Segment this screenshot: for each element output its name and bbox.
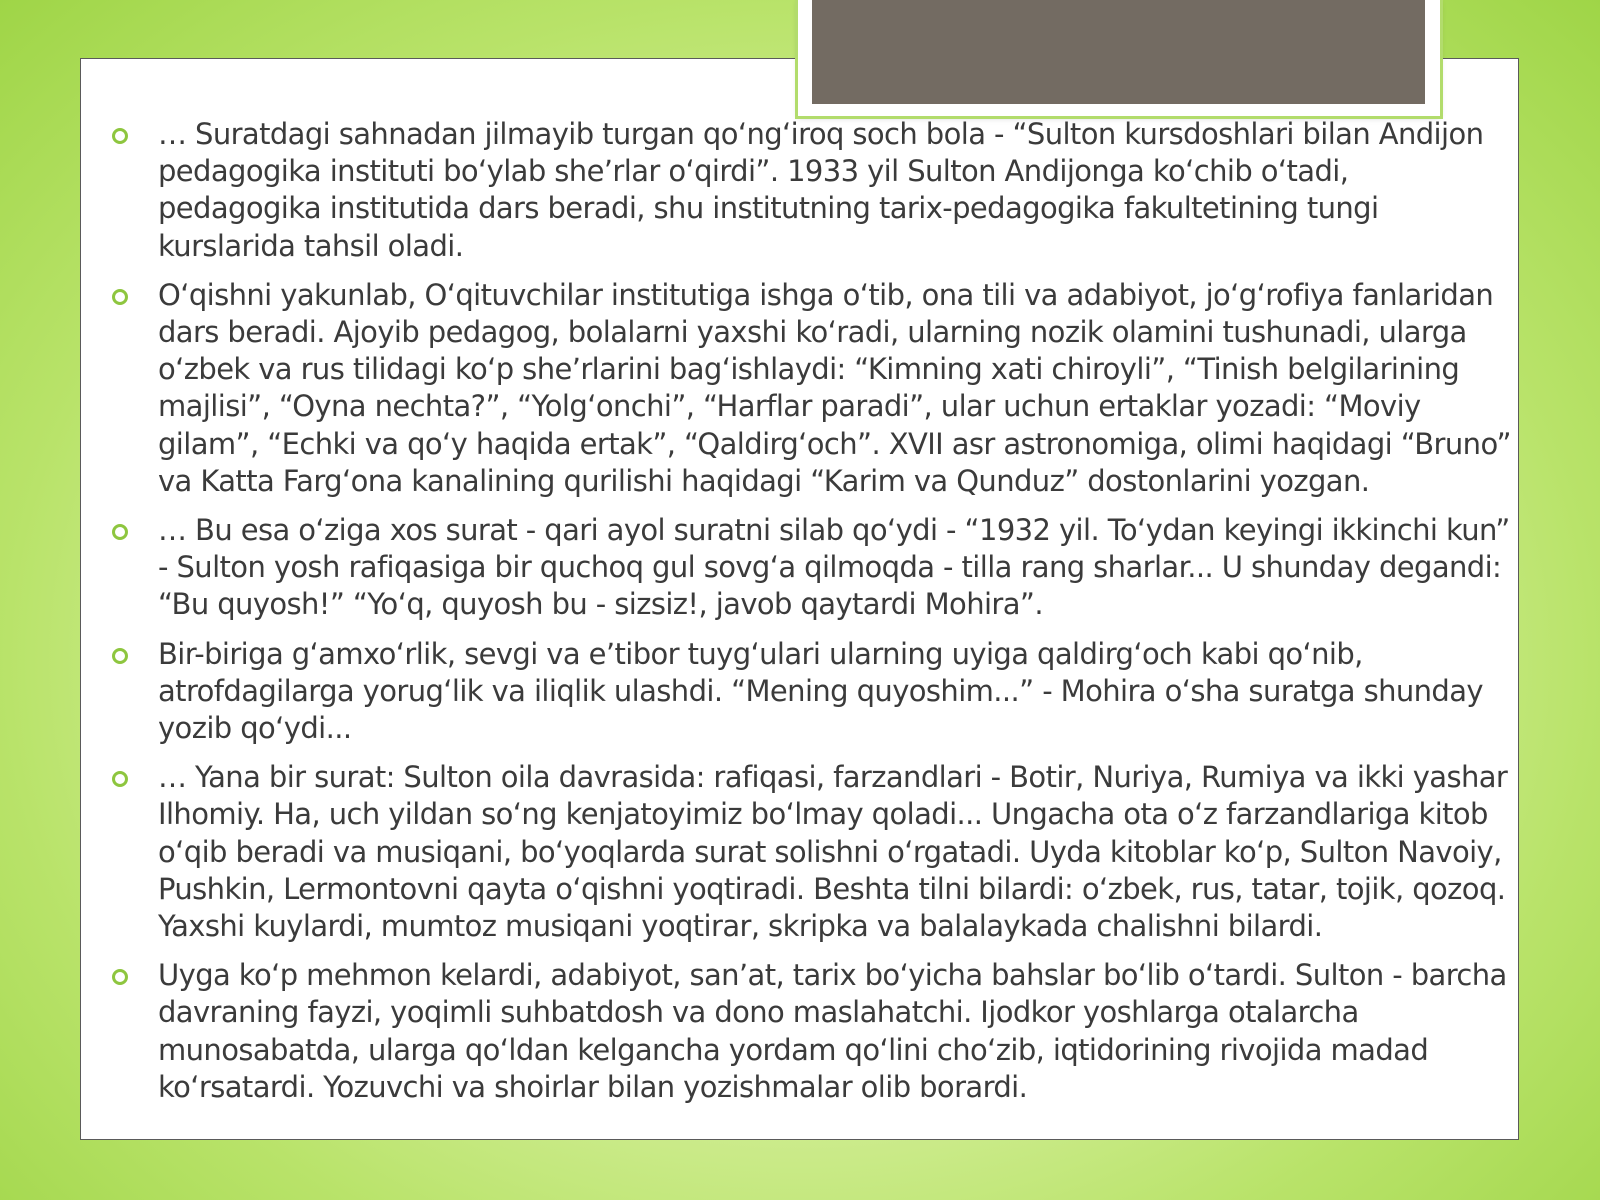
bullet-circle-icon (112, 648, 128, 664)
bullet-text: … Suratdagi sahnadan jilmayib turgan qoʻngʻiroq soch bola - “Sulton kursdoshlari bilan Andijon pedagogika instituti boʻylab sheʼrlar oʻqirdi”. 1933 yil Sulton Andijonga koʻchib oʻtadi, pedagogika institutida dars beradi, shu institutning tarix-pedagogika fakultetining tungi kurslarida tahsil oladi. (158, 117, 1484, 263)
bullet-circle-icon (112, 524, 128, 540)
bullet-item (112, 116, 1512, 265)
bullet-item (112, 512, 1512, 624)
bullet-circle-icon (112, 969, 128, 985)
bullet-circle-icon (112, 289, 128, 305)
bullet-text: … Yana bir surat: Sulton oila davrasida: rafiqasi, farzandlari - Botir, Nuriya, Rumiya va ikki yashar Ilhomiy. Ha, uch yildan soʻng kenjatoyimiz boʻlmay qoladi... Ungacha ota oʻz farzandlariga kitob oʻqib beradi va musiqani, boʻyoqlarda surat solishni oʻrgatadi. Uyda kitoblar koʻp, Sulton Navoiy, Pushkin, Lermontovni qayta oʻqishni yoqtiradi. Beshta tilni bilardi: oʻzbek, rus, tatar, tojik, qozoq. Yaxshi kuylardi, mumtoz musiqani yoqtirar, skripka va balalaykada chalishni bilardi. (158, 760, 1508, 944)
bullet-text: … Bu esa oʻziga xos surat - qari ayol suratni silab qoʻydi - “1932 yil. Toʻydan keyingi ikkinchi kun” - Sulton yosh rafiqasiga bir quchoq gul sovgʻa qilmoqda - tilla rang sharlar... U shunday degandi: “Bu quyosh!” “Yoʻq, quyosh bu - sizsiz!, javob qaytardi Mohira”. (158, 513, 1510, 622)
bullet-circle-icon (112, 771, 128, 787)
photo-frame (798, 0, 1440, 116)
bullet-item (112, 957, 1512, 1106)
bullet-circle-icon (112, 128, 128, 144)
bullet-text: Bir-biriga gʻamxoʻrlik, sevgi va eʼtibor tuygʻulari ularning uyiga qaldirgʻoch kabi qoʻnib, atrofdagilarga yorugʻlik va iliqlik ulashdi. “Mening quyoshim...” - Mohira oʻsha suratga shunday yozib qoʻydi... (158, 636, 1483, 746)
photo-placeholder (812, 0, 1425, 104)
bullet-item (112, 759, 1512, 945)
bullet-text: Oʻqishni yakunlab, Oʻqituvchilar institutiga ishga oʻtib, ona tili va adabiyot, joʻgʻrofiya fanlaridan dars beradi. Ajoyib pedagog, bolalarni yaxshi koʻradi, ularning nozik olamini tushunadi, ularga oʻzbek va rus tilidagi koʻp sheʼrlarini bagʻishlaydi: “Kimning xati chiroyli”, “Tinish belgilarining majlisi”, “Oyna nechta?”, “Yolgʻonchi”, “Harflar paradi”, ular uchun ertaklar yozadi: “Moviy gilam”, “Echki va qoʻy haqida ertak”, “Qaldirgʻoch”. XVII asr astronomiga, olimi haqidagi “Bruno” va Katta Fargʻona kanalining qurilishi haqidagi “Karim va Qunduz” dostonlarini yozgan. (158, 277, 1511, 498)
bullet-item (112, 636, 1512, 748)
bullet-list (112, 116, 1512, 1118)
bullet-text: Uyga koʻp mehmon kelardi, adabiyot, sanʼat, tarix boʻyicha bahslar boʻlib oʻtardi. Sulton - barcha davraning fayzi, yoqimli suhbatdosh va dono maslahatchi. Ijodkor yoshlarga otalarcha munosabatda, ularga qoʻldan kelgancha yordam qoʻlini choʻzib, iqtidorining rivojida madad koʻrsatardi. Yozuvchi va shoirlar bilan yozishmalar olib borardi. (158, 958, 1507, 1104)
bullet-item (112, 277, 1512, 500)
